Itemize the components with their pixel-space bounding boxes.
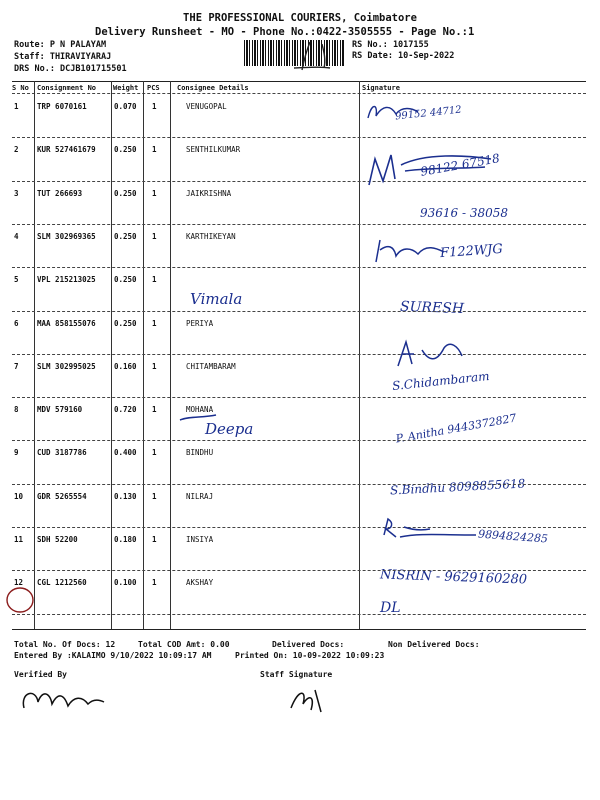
row-consignment-no: KUR 527461679 bbox=[37, 145, 96, 155]
row-handwritten-signature: NISRIN - 9629160280 bbox=[379, 567, 528, 588]
staff-signature-label: Staff Signature bbox=[260, 670, 333, 679]
barcode-pen-mark bbox=[280, 38, 350, 74]
row-consignment-no: MAA 858155076 bbox=[37, 318, 96, 328]
row-divider bbox=[12, 527, 586, 528]
drs-number: DRS No.: DCJB101715501 bbox=[14, 64, 127, 74]
row-12-circle-mark bbox=[5, 585, 35, 615]
row-pcs: 1 bbox=[152, 275, 157, 285]
row-consignment-no: VPL 215213025 bbox=[37, 275, 96, 285]
col-header-pcs: PCS bbox=[147, 84, 160, 92]
row-divider bbox=[12, 181, 586, 182]
signature-scribble bbox=[380, 515, 490, 541]
row-sno: 5 bbox=[14, 275, 19, 285]
row-weight: 0.130 bbox=[114, 491, 137, 501]
col-header-sno: S No bbox=[12, 84, 29, 92]
row-pcs: 1 bbox=[152, 578, 157, 588]
row-consignee: INSIYA bbox=[186, 535, 214, 544]
row-weight: 0.070 bbox=[114, 102, 137, 111]
delivered-docs: Delivered Docs: bbox=[272, 640, 345, 649]
row-weight: 0.250 bbox=[114, 318, 137, 328]
row-weight: 0.250 bbox=[114, 145, 137, 155]
col-header-signature: Signature bbox=[362, 84, 400, 92]
signature-scribble bbox=[362, 96, 462, 126]
row-handwritten-signature: P. Anitha 9443372827 bbox=[394, 411, 518, 446]
row-handwritten-signature: S.Chidambaram bbox=[391, 368, 491, 394]
row-weight: 0.100 bbox=[114, 578, 137, 588]
row-consignment-no: MDV 579160 bbox=[37, 405, 83, 415]
row-pcs: 1 bbox=[152, 448, 157, 458]
row-pcs: 1 bbox=[152, 361, 157, 371]
row-divider bbox=[12, 137, 586, 138]
row-pcs: 1 bbox=[152, 231, 157, 241]
row-sno: 1 bbox=[14, 102, 19, 111]
row-pcs: 1 bbox=[152, 405, 157, 415]
row-handwritten-signature: DL bbox=[380, 600, 401, 616]
row-consignee: AKSHAY bbox=[186, 578, 214, 588]
row-sno: 12 bbox=[14, 578, 24, 588]
row-sno: 11 bbox=[14, 535, 24, 544]
entered-by: Entered By :KALAIMO 9/10/2022 10:09:17 AM bbox=[14, 651, 212, 660]
row-sno: 7 bbox=[14, 361, 19, 371]
row-divider bbox=[12, 397, 586, 398]
total-docs: Total No. Of Docs: 12 bbox=[14, 640, 116, 649]
table-header-rule bbox=[12, 93, 586, 94]
row-weight: 0.250 bbox=[114, 275, 137, 285]
non-delivered-docs: Non Delivered Docs: bbox=[388, 640, 480, 649]
col-header-weight: Weight bbox=[113, 84, 139, 92]
table-top-rule bbox=[12, 81, 586, 82]
printed-on: Printed On: 10-09-2022 10:09:23 bbox=[235, 651, 385, 660]
row-consignment-no: SDH 52200 bbox=[37, 535, 78, 544]
row-consignment-no: SLM 302969365 bbox=[37, 231, 96, 241]
row-consignment-no: CUD 3187786 bbox=[37, 448, 87, 458]
rs-number: RS No.: 1017155 bbox=[352, 40, 429, 50]
table-bottom-rule bbox=[12, 629, 586, 630]
row-pcs: 1 bbox=[152, 491, 157, 501]
col-divider bbox=[143, 81, 144, 629]
row-weight: 0.250 bbox=[114, 231, 137, 241]
row-consignment-no: GDR 5265554 bbox=[37, 491, 87, 501]
row-pcs: 1 bbox=[152, 102, 157, 111]
row-divider bbox=[12, 311, 586, 312]
col-divider bbox=[34, 81, 35, 629]
row-consignee: KARTHIKEYAN bbox=[186, 231, 236, 241]
row-pcs: 1 bbox=[152, 318, 157, 328]
row-weight: 0.250 bbox=[114, 188, 137, 198]
row-weight: 0.400 bbox=[114, 448, 137, 458]
row-consignee: CHITAMBARAM bbox=[186, 361, 236, 371]
row-consignment-no: SLM 302995025 bbox=[37, 361, 96, 371]
row-pcs: 1 bbox=[152, 145, 157, 155]
rs-date: RS Date: 10-Sep-2022 bbox=[352, 51, 455, 61]
row-sno: 8 bbox=[14, 405, 19, 415]
row-divider bbox=[12, 484, 586, 485]
row-consignment-no: TUT 266693 bbox=[37, 188, 83, 198]
total-cod: Total COD Amt: 0.00 bbox=[138, 640, 230, 649]
row-divider bbox=[12, 354, 586, 355]
row-handwritten-signature: S.Bindhu 8098855618 bbox=[389, 476, 526, 498]
row-sno: 9 bbox=[14, 448, 19, 458]
row-consignee: MOHANA bbox=[186, 405, 214, 415]
row-pcs: 1 bbox=[152, 535, 157, 544]
handwritten-name: Vimala bbox=[190, 290, 243, 308]
staff-signature bbox=[285, 684, 325, 716]
col-divider bbox=[111, 81, 112, 629]
verifier-signature bbox=[18, 678, 108, 718]
row-sno: 3 bbox=[14, 188, 19, 198]
row-handwritten-signature: 98122 67518 bbox=[419, 151, 501, 179]
handwritten-name: Deepa bbox=[205, 420, 254, 438]
row-handwritten-signature: 93616 - 38058 bbox=[420, 206, 509, 220]
col-divider bbox=[359, 81, 360, 629]
runsheet-title: Delivery Runsheet - MO - Phone No.:0422-3505555 - Page No.:1 bbox=[95, 26, 475, 38]
row-weight: 0.720 bbox=[114, 405, 137, 415]
row-handwritten-signature: 9894824285 bbox=[477, 527, 549, 546]
col-header-consignee: Consignee Details bbox=[177, 84, 249, 92]
staff: Staff: THIRAVIYARAJ bbox=[14, 52, 112, 62]
row-handwritten-signature: F122WJG bbox=[439, 241, 504, 262]
row-divider bbox=[12, 570, 586, 571]
signature-scribble bbox=[392, 336, 472, 372]
row-handwritten-signature: SURESH bbox=[399, 298, 465, 318]
row-sno: 10 bbox=[14, 491, 24, 501]
row-sno: 2 bbox=[14, 145, 19, 155]
row-divider bbox=[12, 224, 586, 225]
signature-scribble bbox=[365, 145, 495, 190]
row-consignment-no: CGL 1212560 bbox=[37, 578, 87, 588]
row-divider bbox=[12, 267, 586, 268]
row-consignee: NILRAJ bbox=[186, 491, 214, 501]
row-divider bbox=[12, 614, 586, 615]
company-title: THE PROFESSIONAL COURIERS, Coimbatore bbox=[183, 12, 417, 24]
route: Route: P N PALAYAM bbox=[14, 40, 107, 50]
row-sno: 6 bbox=[14, 318, 19, 328]
verified-by-label: Verified By bbox=[14, 670, 67, 679]
strike-through-mark bbox=[178, 412, 218, 424]
row-consignee: JAIKRISHNA bbox=[186, 188, 232, 198]
row-sno: 4 bbox=[14, 231, 19, 241]
row-consignee: SENTHILKUMAR bbox=[186, 145, 241, 155]
row-consignee: BINDHU bbox=[186, 448, 214, 458]
row-handwritten-signature: 99152 44712 bbox=[394, 104, 463, 123]
row-consignment-no: TRP 6070161 bbox=[37, 102, 87, 111]
row-pcs: 1 bbox=[152, 188, 157, 198]
row-divider bbox=[12, 440, 586, 441]
col-divider bbox=[170, 81, 171, 629]
row-consignee: VENUGOPAL bbox=[186, 102, 227, 111]
signature-scribble bbox=[372, 236, 452, 266]
row-weight: 0.180 bbox=[114, 535, 137, 544]
col-header-consignment: Consignment No bbox=[37, 84, 97, 92]
row-consignee: PERIYA bbox=[186, 318, 214, 328]
row-weight: 0.160 bbox=[114, 361, 137, 371]
